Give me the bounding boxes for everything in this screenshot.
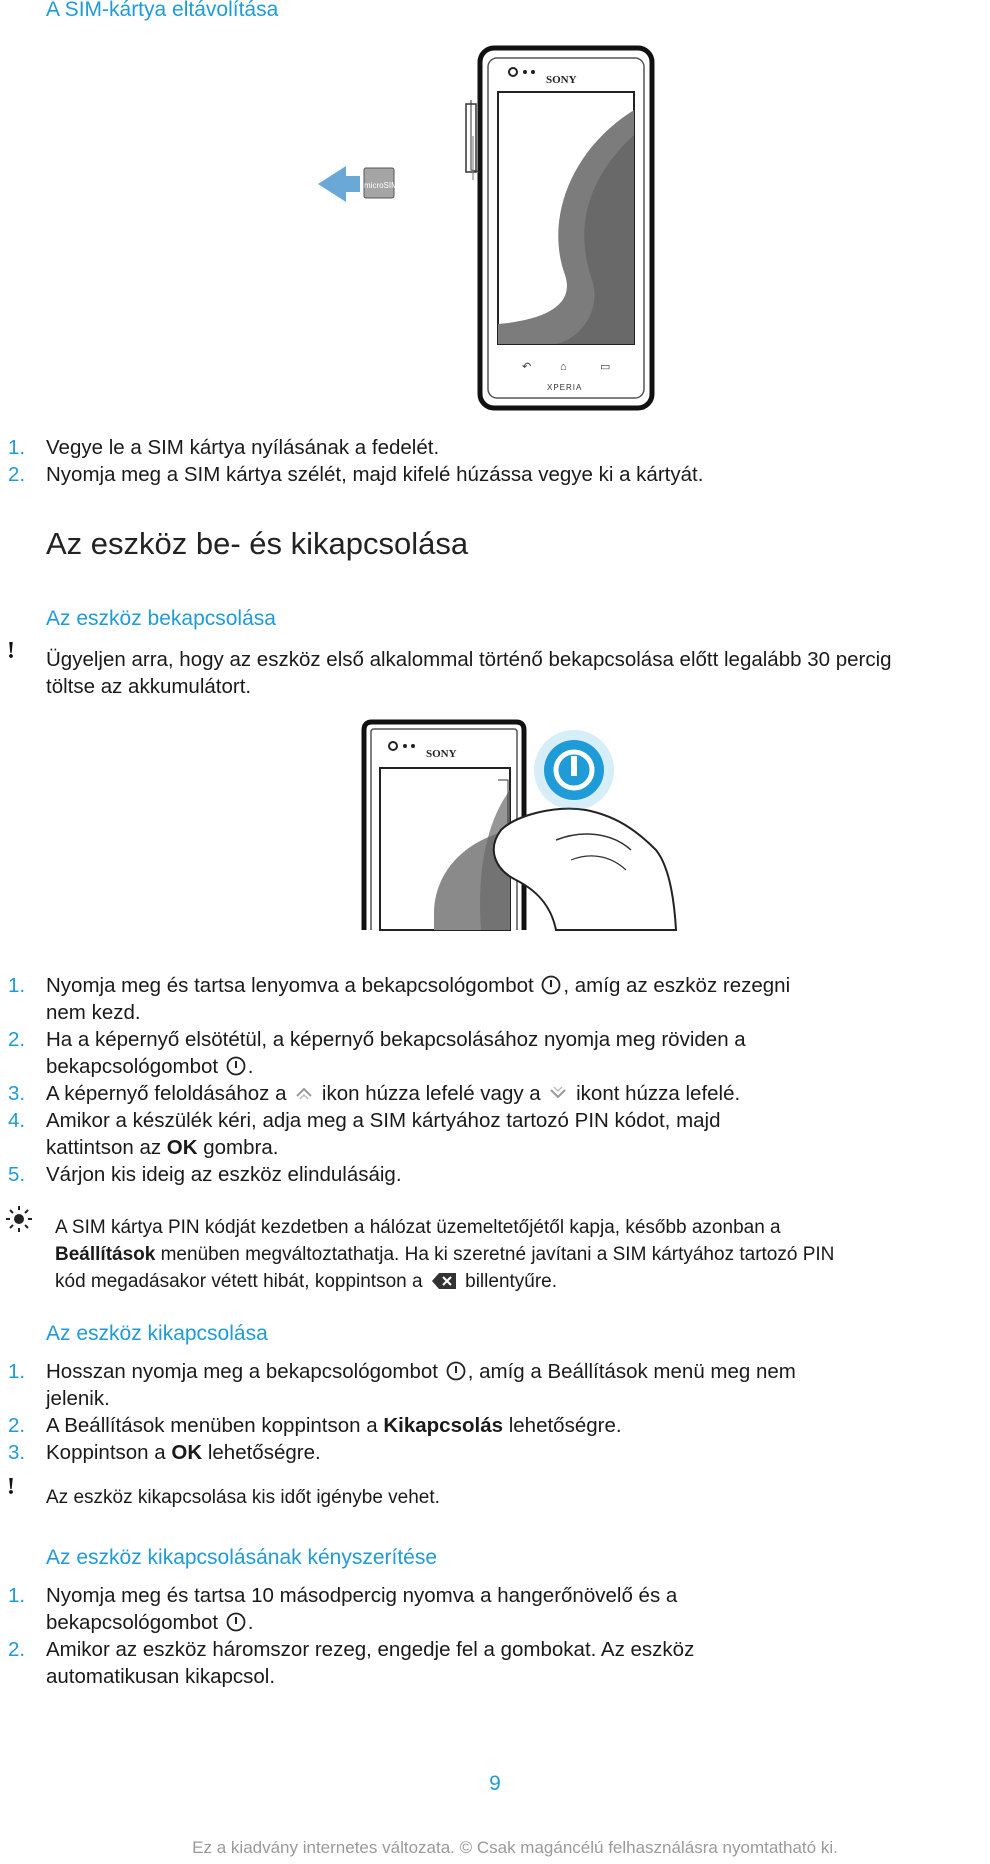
step-number: 3. <box>8 1441 26 1464</box>
power-button-icon <box>226 1612 246 1632</box>
list-item: Amikor a készülék kéri, adja meg a SIM kártyához tartozó PIN kódot, majd kattintson az OK gombra. <box>46 1109 721 1159</box>
step-number: 3. <box>8 1082 26 1105</box>
section-heading-sim-removal: A SIM-kártya eltávolítása <box>46 0 279 21</box>
list-item: Nyomja meg és tartsa 10 másodpercig nyomva a hangerőnövelő és a bekapcsológombot . <box>46 1584 678 1634</box>
warning-icon: ! <box>7 1474 15 1500</box>
step-number: 4. <box>8 1109 26 1132</box>
section-heading-turn-off: Az eszköz kikapcsolása <box>46 1322 268 1345</box>
list-item: Vegye le a SIM kártya nyílásának a fedelét. <box>46 436 440 459</box>
svg-text:↶: ↶ <box>522 361 532 373</box>
list-item: Ha a képernyő elsötétül, a képernyő bekapcsolásához nyomja meg röviden a bekapcsológombot . <box>46 1028 746 1078</box>
microsim-label: microSIM <box>364 181 398 190</box>
svg-text:⌂: ⌂ <box>560 361 567 373</box>
step-number: 1. <box>8 436 26 459</box>
list-item: Amikor az eszköz háromszor rezeg, engedje fel a gombokat. Az eszköz automatikusan kikapcsol. <box>46 1638 695 1688</box>
sony-logo: SONY <box>546 74 577 86</box>
svg-text:▭: ▭ <box>600 361 611 373</box>
list-item: A Beállítások menüben koppintson a Kikapcsolás lehetőségre. <box>46 1414 622 1437</box>
warning-icon: ! <box>7 638 15 664</box>
step-number: 2. <box>8 463 26 486</box>
backspace-key-icon <box>431 1272 457 1290</box>
footer-disclaimer: Ez a kiadvány internetes változata. © Csak magáncélú felhasználásra nyomtatható ki. <box>192 1838 838 1857</box>
power-button-icon <box>541 975 561 995</box>
step-number: 5. <box>8 1163 26 1186</box>
list-item: Nyomja meg és tartsa lenyomva a bekapcsológombot , amíg az eszköz rezegni nem kezd. <box>46 974 791 1024</box>
tip-lightbulb-icon <box>4 1204 34 1234</box>
step-number: 1. <box>8 1584 26 1607</box>
warning-text: Az eszköz kikapcsolása kis időt igénybe vehet. <box>46 1487 440 1508</box>
list-item: Nyomja meg a SIM kártya szélét, majd kifelé húzássa vegye ki a kártyát. <box>46 463 704 486</box>
sony-logo: SONY <box>426 748 457 760</box>
step-number: 1. <box>8 1360 26 1383</box>
section-heading-force-off: Az eszköz kikapcsolásának kényszerítése <box>46 1546 438 1569</box>
step-number: 2. <box>8 1414 26 1437</box>
step-number: 2. <box>8 1028 26 1051</box>
power-button-icon <box>446 1361 466 1381</box>
list-item: Várjon kis ideig az eszköz elindulásáig. <box>46 1163 402 1186</box>
arrow-left-icon <box>318 166 360 202</box>
step-number: 1. <box>8 974 26 997</box>
power-on-illustration <box>356 720 676 930</box>
sim-removal-illustration <box>364 40 670 415</box>
page-number: 9 <box>489 1772 501 1795</box>
list-item: Hosszan nyomja meg a bekapcsológombot , amíg a Beállítások menü meg nem jelenik. <box>46 1360 796 1410</box>
step-number: 2. <box>8 1638 26 1661</box>
warning-text: Ügyeljen arra, hogy az eszköz első alkalommal történő bekapcsolása előtt legalább 30 percig töltse az akkumulátort. <box>46 648 892 698</box>
power-button-icon <box>226 1056 246 1076</box>
xperia-logo: XPERIA <box>547 383 583 392</box>
list-item: Koppintson a OK lehetőségre. <box>46 1441 321 1464</box>
unlock-down-icon <box>548 1083 568 1103</box>
section-heading-turn-on: Az eszköz bekapcsolása <box>46 607 276 630</box>
list-item: A képernyő feloldásához a ikon húzza lefelé vagy a ikont húzza lefelé. <box>46 1082 741 1105</box>
unlock-up-icon <box>294 1083 314 1103</box>
main-heading: Az eszköz be- és kikapcsolása <box>46 526 469 561</box>
tip-text: A SIM kártya PIN kódját kezdetben a hálózat üzemeltetőjétől kapja, később azonban a Beállítások menüben megváltoztathatja. Ha ki szeretné javítani a SIM kártyához tartozó PIN kód megadásakor vétett hibát, koppintson a billentyűre. <box>55 1217 835 1292</box>
